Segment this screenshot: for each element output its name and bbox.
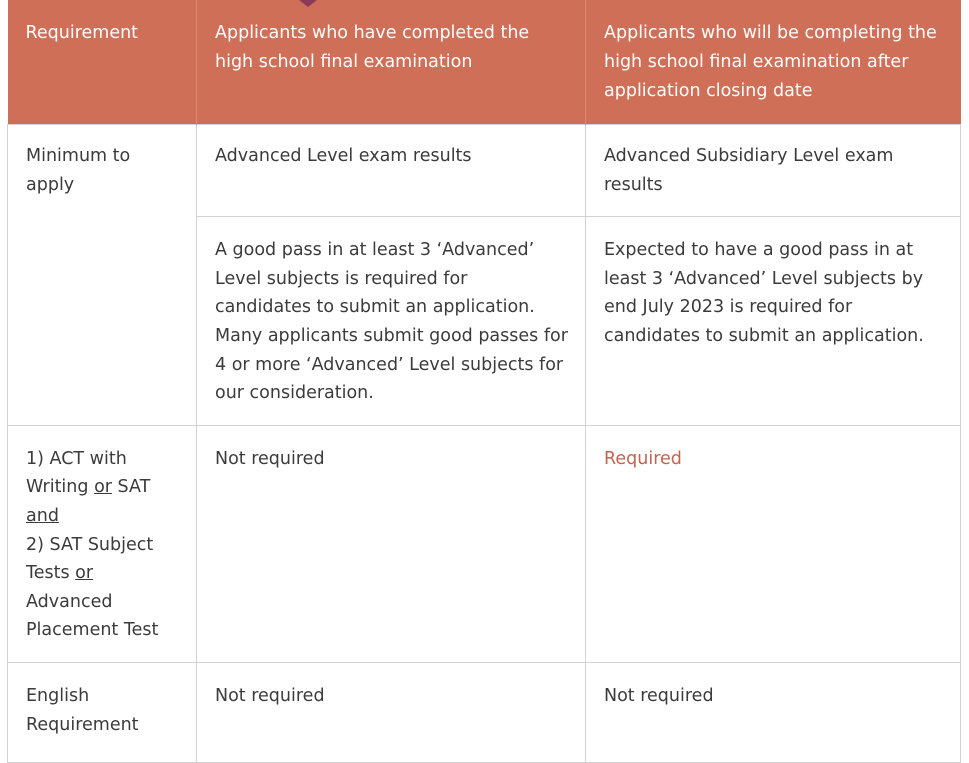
cell-completing-detail: Expected to have a good pass in at least 3 ‘Advanced’ Level subjects by end July 2023 is required for candidates to submit an application. xyxy=(586,217,961,426)
tests-label-text: Advanced Placement Test xyxy=(26,591,159,641)
header-completed-applicants: Applicants who have completed the high school final examination xyxy=(197,0,586,125)
cell-advanced-level: Advanced Level exam results xyxy=(197,125,586,217)
tests-label-text: 2) SAT Subject Tests xyxy=(26,534,154,584)
tests-label-text: SAT xyxy=(111,477,151,498)
table-row xyxy=(8,125,961,217)
row-label-english: English Requirement xyxy=(8,662,197,762)
requirements-table xyxy=(7,0,961,763)
cell-advanced-subsidiary: Advanced Subsidiary Level exam results xyxy=(586,125,961,217)
cell-tests-required: Required xyxy=(586,425,961,662)
header-completing-applicants: Applicants who will be completing the high school final examination after application closing date xyxy=(586,0,961,125)
cell-english-completing: Not required xyxy=(586,662,961,762)
header-requirement: Requirement xyxy=(8,0,197,125)
and-underlined: and xyxy=(26,505,59,526)
table-row xyxy=(8,662,961,762)
cell-tests-not-required: Not required xyxy=(197,425,586,662)
row-label-minimum: Minimum to apply xyxy=(8,125,197,426)
table-row xyxy=(8,425,961,662)
tests-label-text: 1) ACT with Writing xyxy=(26,448,127,498)
row-label-tests xyxy=(8,425,197,662)
header-notch-marker xyxy=(299,0,317,7)
or-underlined: or xyxy=(75,563,94,584)
cell-completed-detail: A good pass in at least 3 ‘Advanced’ Level subjects is required for candidates to submit an application. Many applicants submit good passes for 4 or more ‘Advanced’ Level subjects for our consideration. xyxy=(197,217,586,426)
or-underlined: or xyxy=(94,477,112,498)
table-header-row xyxy=(8,0,961,125)
cell-english-completed: Not required xyxy=(197,662,586,762)
